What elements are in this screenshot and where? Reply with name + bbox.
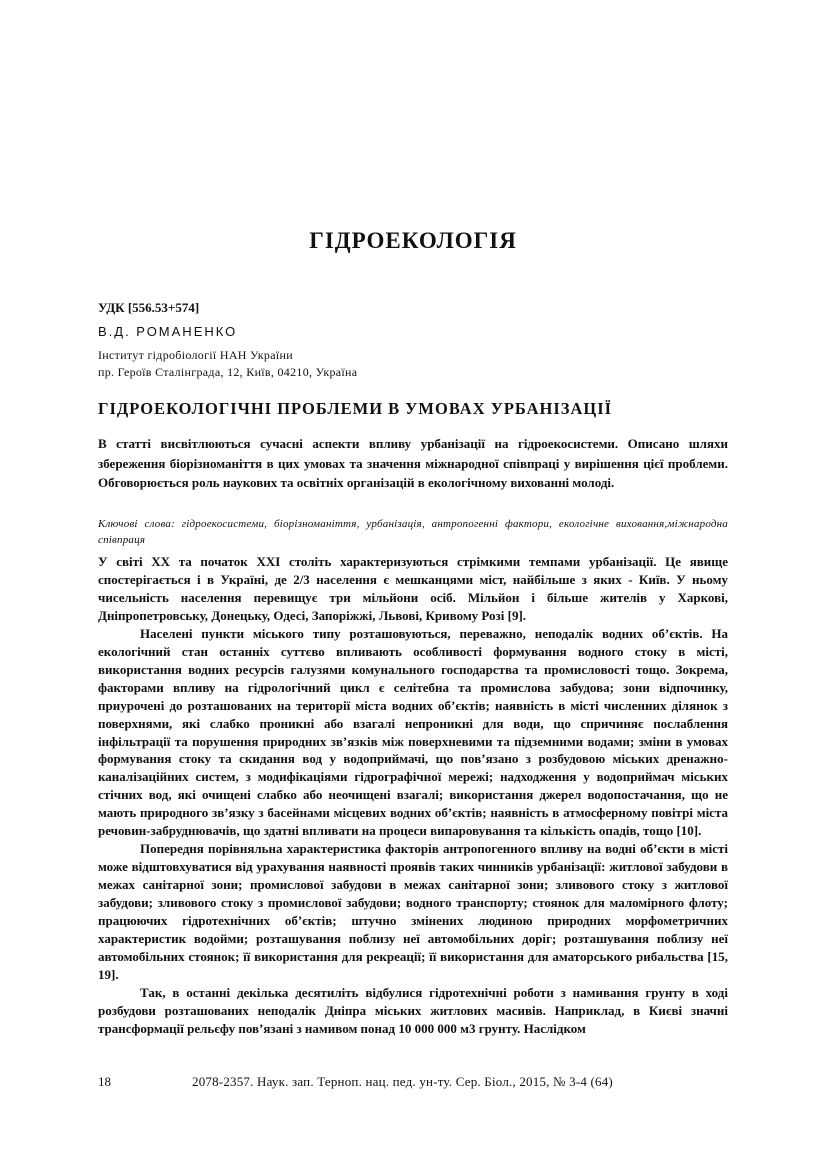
journal-citation: 2078-2357. Наук. зап. Терноп. нац. пед. ун-ту. Сер. Біол., 2015, № 3-4 (64) bbox=[192, 1074, 613, 1089]
udk-code: УДК [556.53+574] bbox=[98, 300, 200, 315]
keywords: Ключові слова: гідроекосистеми, біорізноманіття, урбанізація, антропогенні фактори, екологічне виховання,міжнародна співпраця bbox=[98, 518, 728, 546]
page-number: 18 bbox=[98, 1074, 111, 1089]
article-title: ГІДРОЕКОЛОГІЧНІ ПРОБЛЕМИ В УМОВАХ УРБАНІЗАЦІЇ bbox=[98, 399, 613, 418]
body-paragraph: Попередня порівняльна характеристика факторів антропогенного впливу на водні об’єкти в місті може відштовхуватися від урахування наявності проявів таких чинників урбанізації: житлової забудови в межах санітарної зони; промислової забудови в межах санітарної зони; зливового стоку з житлової забудови; зливового стоку з промислової забудови; водного транспорту; стоянок для маломірного флоту; працюючих гідротехнічних об’єктів; штучно змінених людиною природних морфометричних характеристик водойми; розташування поблизу неї автомобільних доріг; розташування поблизу неї автомобільних стоянок; її використання для рекреації; її використання для аматорського рибальства [15, 19]. bbox=[98, 841, 728, 982]
section-title: ГІДРОЕКОЛОГІЯ bbox=[309, 228, 517, 253]
body-paragraph: Населені пункти міського типу розташовуються, переважно, неподалік водних об’єктів. На екологічний стан останніх суттєво впливають особливості формування водного стоку в місті, використання водних ресурсів галузями комунального господарства та промисловості тощо. Зокрема, факторами впливу на гідрологічний цикл є селітебна та промислова забудова; зони відпочинку, приурочені до розташованих на території міста водних об’єктів; наявність в місті численних ділянок з поверхнями, які слабко проникні або взагалі непроникні для води, що спричиняє послаблення інфільтрації та порушення природних зв’язків між поверхневими та підземними водами; зміни в умовах формування стоку та скидання вод у водоприймачі, що пов’язано з розбудовою міських дренажно-каналізаційних систем, з модифікаціями гідрографічної мережі; надходження у водоприймач міських стічних вод, які очищені слабко або неочищені взагалі; використання джерел водопостачання, що не мають природного зв’язку з басейнами місцевих водних об’єктів; наявність в атмосферному повітрі міста речовин-забруднювачів, що здатні впливати на процеси випаровування та кількість опадів, тощо [10]. bbox=[98, 625, 728, 839]
body-paragraph: У світі ХХ та початок ХХІ століть характеризуються стрімкими темпами урбанізації. Це явище спостерігається і в Україні, де 2/3 населення є мешканцями міст, найбільше з яких - Київ. У ньому чисельність населення перевищує три мільйони осіб. Мільйон і більше жителів у Харкові, Дніпропетровську, Донецьку, Одесі, Запоріжжі, Львові, Кривому Розі [9]. bbox=[98, 554, 728, 623]
affiliation bbox=[98, 347, 357, 381]
affiliation-address: пр. Героїв Сталінграда, 12, Київ, 04210, Україна bbox=[98, 365, 358, 379]
article-body bbox=[98, 553, 728, 1038]
author-name: В.Д. РОМАНЕНКО bbox=[98, 324, 238, 339]
affiliation-institute: Інститут гідробіології НАН України bbox=[98, 348, 293, 362]
body-paragraph: Так, в останні декілька десятиліть відбулися гідротехнічні роботи з намивання грунту в ході розбудови розташованих неподалік Дніпра міських житлових масивів. Наприклад, в Києві значні трансформації рельєфу пов’язані з намивом понад 10 000 000 м3 грунту. Наслідком bbox=[98, 984, 728, 1036]
abstract: В статті висвітлюються сучасні аспекти впливу урбанізації на гідроекосистеми. Описано шляхи збереження біорізноманіття в цих умовах та значення міжнародної співпраці у вирішення цієї проблеми. Обговорюється роль наукових та освітніх організацій в екологічному вихованні молоді. bbox=[98, 436, 728, 491]
